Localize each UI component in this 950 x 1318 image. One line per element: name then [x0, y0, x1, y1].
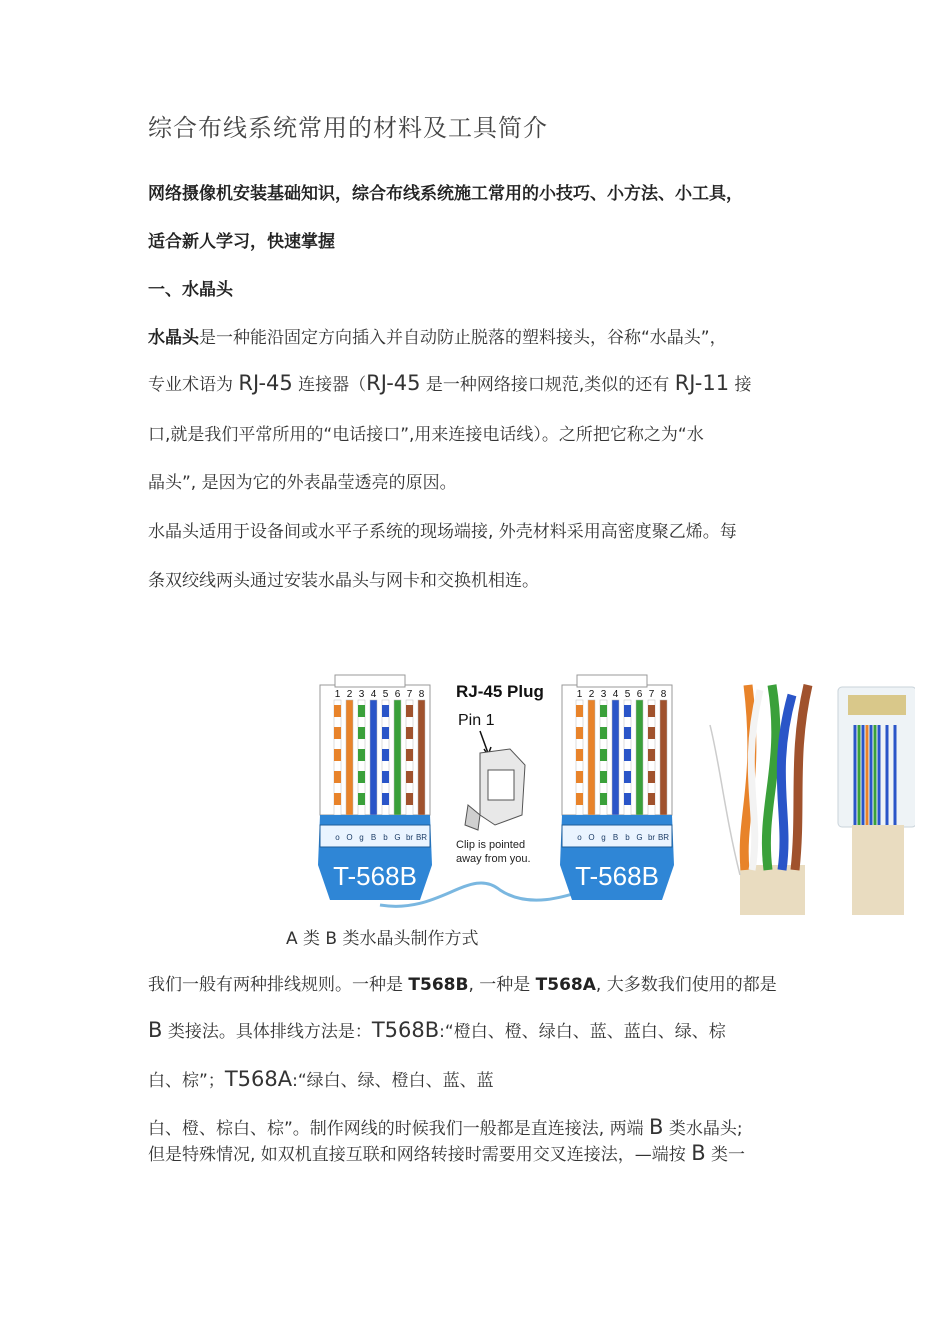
paragraph-1-line-3: 口,就是我们平常所用的“电话接口”,用来连接电话线）。之所把它称之为“水: [148, 425, 704, 445]
t568a-term: T568A: [224, 1067, 293, 1091]
wire-stripe: [406, 793, 413, 805]
paragraph-3-line-1: [148, 970, 777, 995]
text-span: 白、棕”；: [148, 1071, 225, 1091]
figure-caption: A 类 B 类水晶头制作方式: [286, 929, 479, 949]
b-term: B: [691, 1141, 706, 1165]
text-span: 是一种网络接口规范,类似的还有: [420, 375, 675, 395]
rj45-term: RJ-45: [238, 371, 293, 395]
pin-number: 8: [418, 689, 425, 700]
text-span: :“橙白、橙、绿白、蓝、蓝白、绿、棕: [439, 1022, 726, 1042]
wire-stripe: [624, 705, 631, 717]
wire-stripe: [406, 727, 413, 739]
wire-stripe: [406, 771, 413, 783]
text-span: :“绿白、绿、橙白、蓝、蓝: [292, 1071, 494, 1091]
text-span: 白、橙、棕白、棕”。制作网线的时候我们一般都是直连接法, 两端: [148, 1119, 650, 1139]
color-code: g: [601, 833, 606, 842]
color-code: o: [577, 833, 582, 842]
clip-note-1: Clip is pointed: [456, 839, 526, 851]
pin-number: 3: [358, 689, 365, 700]
wire-stripe: [358, 771, 365, 783]
color-code: G: [636, 833, 643, 842]
paragraph-2-line-2: 条双绞线两头通过安装水晶头与网卡和交换机相连。: [148, 571, 539, 591]
wire-stripe: [648, 705, 655, 717]
pin-number: 8: [660, 689, 667, 700]
color-code: G: [394, 833, 401, 842]
clip-note-2: away from you.: [456, 853, 531, 865]
wire-stripe: [334, 771, 341, 783]
pin-number: 2: [588, 689, 595, 700]
text-span: 类一: [705, 1145, 746, 1165]
paragraph-3-line-3: [148, 1066, 494, 1091]
t568a-term: T568A: [535, 975, 596, 995]
wire-pin-4: [612, 700, 619, 815]
plug-title: RJ-45 Plug: [456, 682, 544, 701]
text-span: 是一种能沿固定方向插入并自动防止脱落的塑料接头，谷称“水晶头”，: [199, 328, 727, 348]
text-span: , 大多数我们使用的都是: [595, 975, 777, 995]
text-span: 但是特殊情况, 如双机直接互联和网络转接时需要用交叉连接法，—端按: [148, 1145, 692, 1165]
wire-stripe: [358, 749, 365, 761]
wire-stripe: [600, 705, 607, 717]
wire-stripe: [576, 749, 583, 761]
intro-line-2: 适合新人学习，快速掌握: [148, 232, 335, 252]
pin-number: 5: [624, 689, 631, 700]
b-term: B: [649, 1115, 664, 1139]
text-span: 类接法。具体排线方法是：: [162, 1022, 372, 1042]
wire-pin-6: [394, 700, 401, 815]
pin-number: 4: [612, 689, 619, 700]
color-code: b: [383, 833, 388, 842]
color-code: O: [346, 833, 353, 842]
color-code: O: [588, 833, 595, 842]
standard-label-left: T-568B: [333, 861, 417, 891]
wire-stripe: [358, 793, 365, 805]
color-code: br: [405, 833, 414, 842]
wire-stripe: [648, 727, 655, 739]
wire-stripe: [406, 705, 413, 717]
wire-stripe: [382, 727, 389, 739]
wire-stripe: [648, 793, 655, 805]
wire-stripe: [600, 749, 607, 761]
intro-line-1: 网络摄像机安装基础知识，综合布线系统施工常用的小技巧、小方法、小工具，: [148, 184, 743, 204]
wire-stripe: [576, 705, 583, 717]
wire-stripe: [624, 771, 631, 783]
paragraph-2-line-1: 水晶头适用于设备间或水平子系统的现场端接, 外壳材料采用高密度聚乙烯。每: [148, 522, 737, 542]
term-crystal-head: 水晶头: [148, 328, 199, 348]
wire-pin-2: [346, 700, 353, 815]
wire-stripe: [648, 771, 655, 783]
color-code: g: [359, 833, 364, 842]
wire-stripe: [382, 705, 389, 717]
pin-number: 6: [394, 689, 401, 700]
wire-stripe: [334, 705, 341, 717]
pin-number: 2: [346, 689, 353, 700]
wire-stripe: [334, 727, 341, 739]
wire-stripe: [406, 749, 413, 761]
text-span: 专业术语为: [148, 375, 239, 395]
pin-number: 4: [370, 689, 377, 700]
wire-stripe: [648, 749, 655, 761]
wire-pin-8: [660, 700, 667, 815]
wire-pin-8: [418, 700, 425, 815]
color-code: o: [335, 833, 340, 842]
paragraph-1-line-2: [148, 370, 751, 395]
text-span: 接: [729, 375, 752, 395]
wire-stripe: [576, 727, 583, 739]
wire-stripe: [358, 727, 365, 739]
rj11-term: RJ-11: [674, 371, 730, 395]
page-title: 综合布线系统常用的材料及工具简介: [148, 114, 548, 142]
pin-number: 6: [636, 689, 643, 700]
wire-stripe: [334, 749, 341, 761]
paragraph-1-line-1: [148, 323, 727, 348]
color-code: B: [612, 833, 619, 842]
wire-stripe: [624, 793, 631, 805]
rj45-term: RJ-45: [366, 371, 421, 395]
wire-stripe: [358, 705, 365, 717]
wire-stripe: [600, 771, 607, 783]
wire-stripe: [382, 793, 389, 805]
wiring-illustration: [300, 665, 915, 920]
text-span: 连接器（: [292, 375, 367, 395]
b-term: B: [148, 1018, 163, 1042]
wire-stripe: [576, 771, 583, 783]
wire-stripe: [334, 793, 341, 805]
wire-stripe: [624, 749, 631, 761]
color-code: b: [625, 833, 630, 842]
pin-label: Pin 1: [458, 712, 495, 729]
pin-number: 3: [600, 689, 607, 700]
wire-stripe: [624, 727, 631, 739]
paragraph-3-line-2: [148, 1017, 726, 1042]
connector-left: [318, 675, 432, 900]
standard-label-right: T-568B: [575, 861, 659, 891]
t568b-term: T568B: [371, 1018, 440, 1042]
wire-stripe: [600, 793, 607, 805]
color-code: BR: [657, 833, 670, 842]
pin-number: 7: [406, 689, 413, 700]
color-code: B: [370, 833, 377, 842]
text-span: , 一种是: [468, 975, 536, 995]
text-span: 类水晶头;: [663, 1119, 743, 1139]
paragraph-3-line-5: [148, 1140, 745, 1165]
paragraph-1-line-4: 晶头”, 是因为它的外表晶莹透亮的原因。: [148, 473, 457, 493]
color-code: br: [647, 833, 656, 842]
wire-pin-2: [588, 700, 595, 815]
pin-number: 5: [382, 689, 389, 700]
pin-number: 1: [334, 689, 341, 700]
text-span: 我们一般有两种排线规则。一种是: [148, 975, 409, 995]
connector-right: [560, 675, 674, 900]
rj45-wiring-figure: [300, 665, 915, 924]
pin-number: 7: [648, 689, 655, 700]
wire-stripe: [382, 749, 389, 761]
section-heading-crystal-head: 一、水晶头: [148, 280, 233, 300]
color-code: BR: [415, 833, 428, 842]
wire-pin-6: [636, 700, 643, 815]
wire-stripe: [600, 727, 607, 739]
pin-number: 1: [576, 689, 583, 700]
t568b-term: T568B: [408, 975, 469, 995]
wire-stripe: [382, 771, 389, 783]
wire-stripe: [576, 793, 583, 805]
paragraph-3-line-4: [148, 1114, 743, 1139]
wire-pin-4: [370, 700, 377, 815]
